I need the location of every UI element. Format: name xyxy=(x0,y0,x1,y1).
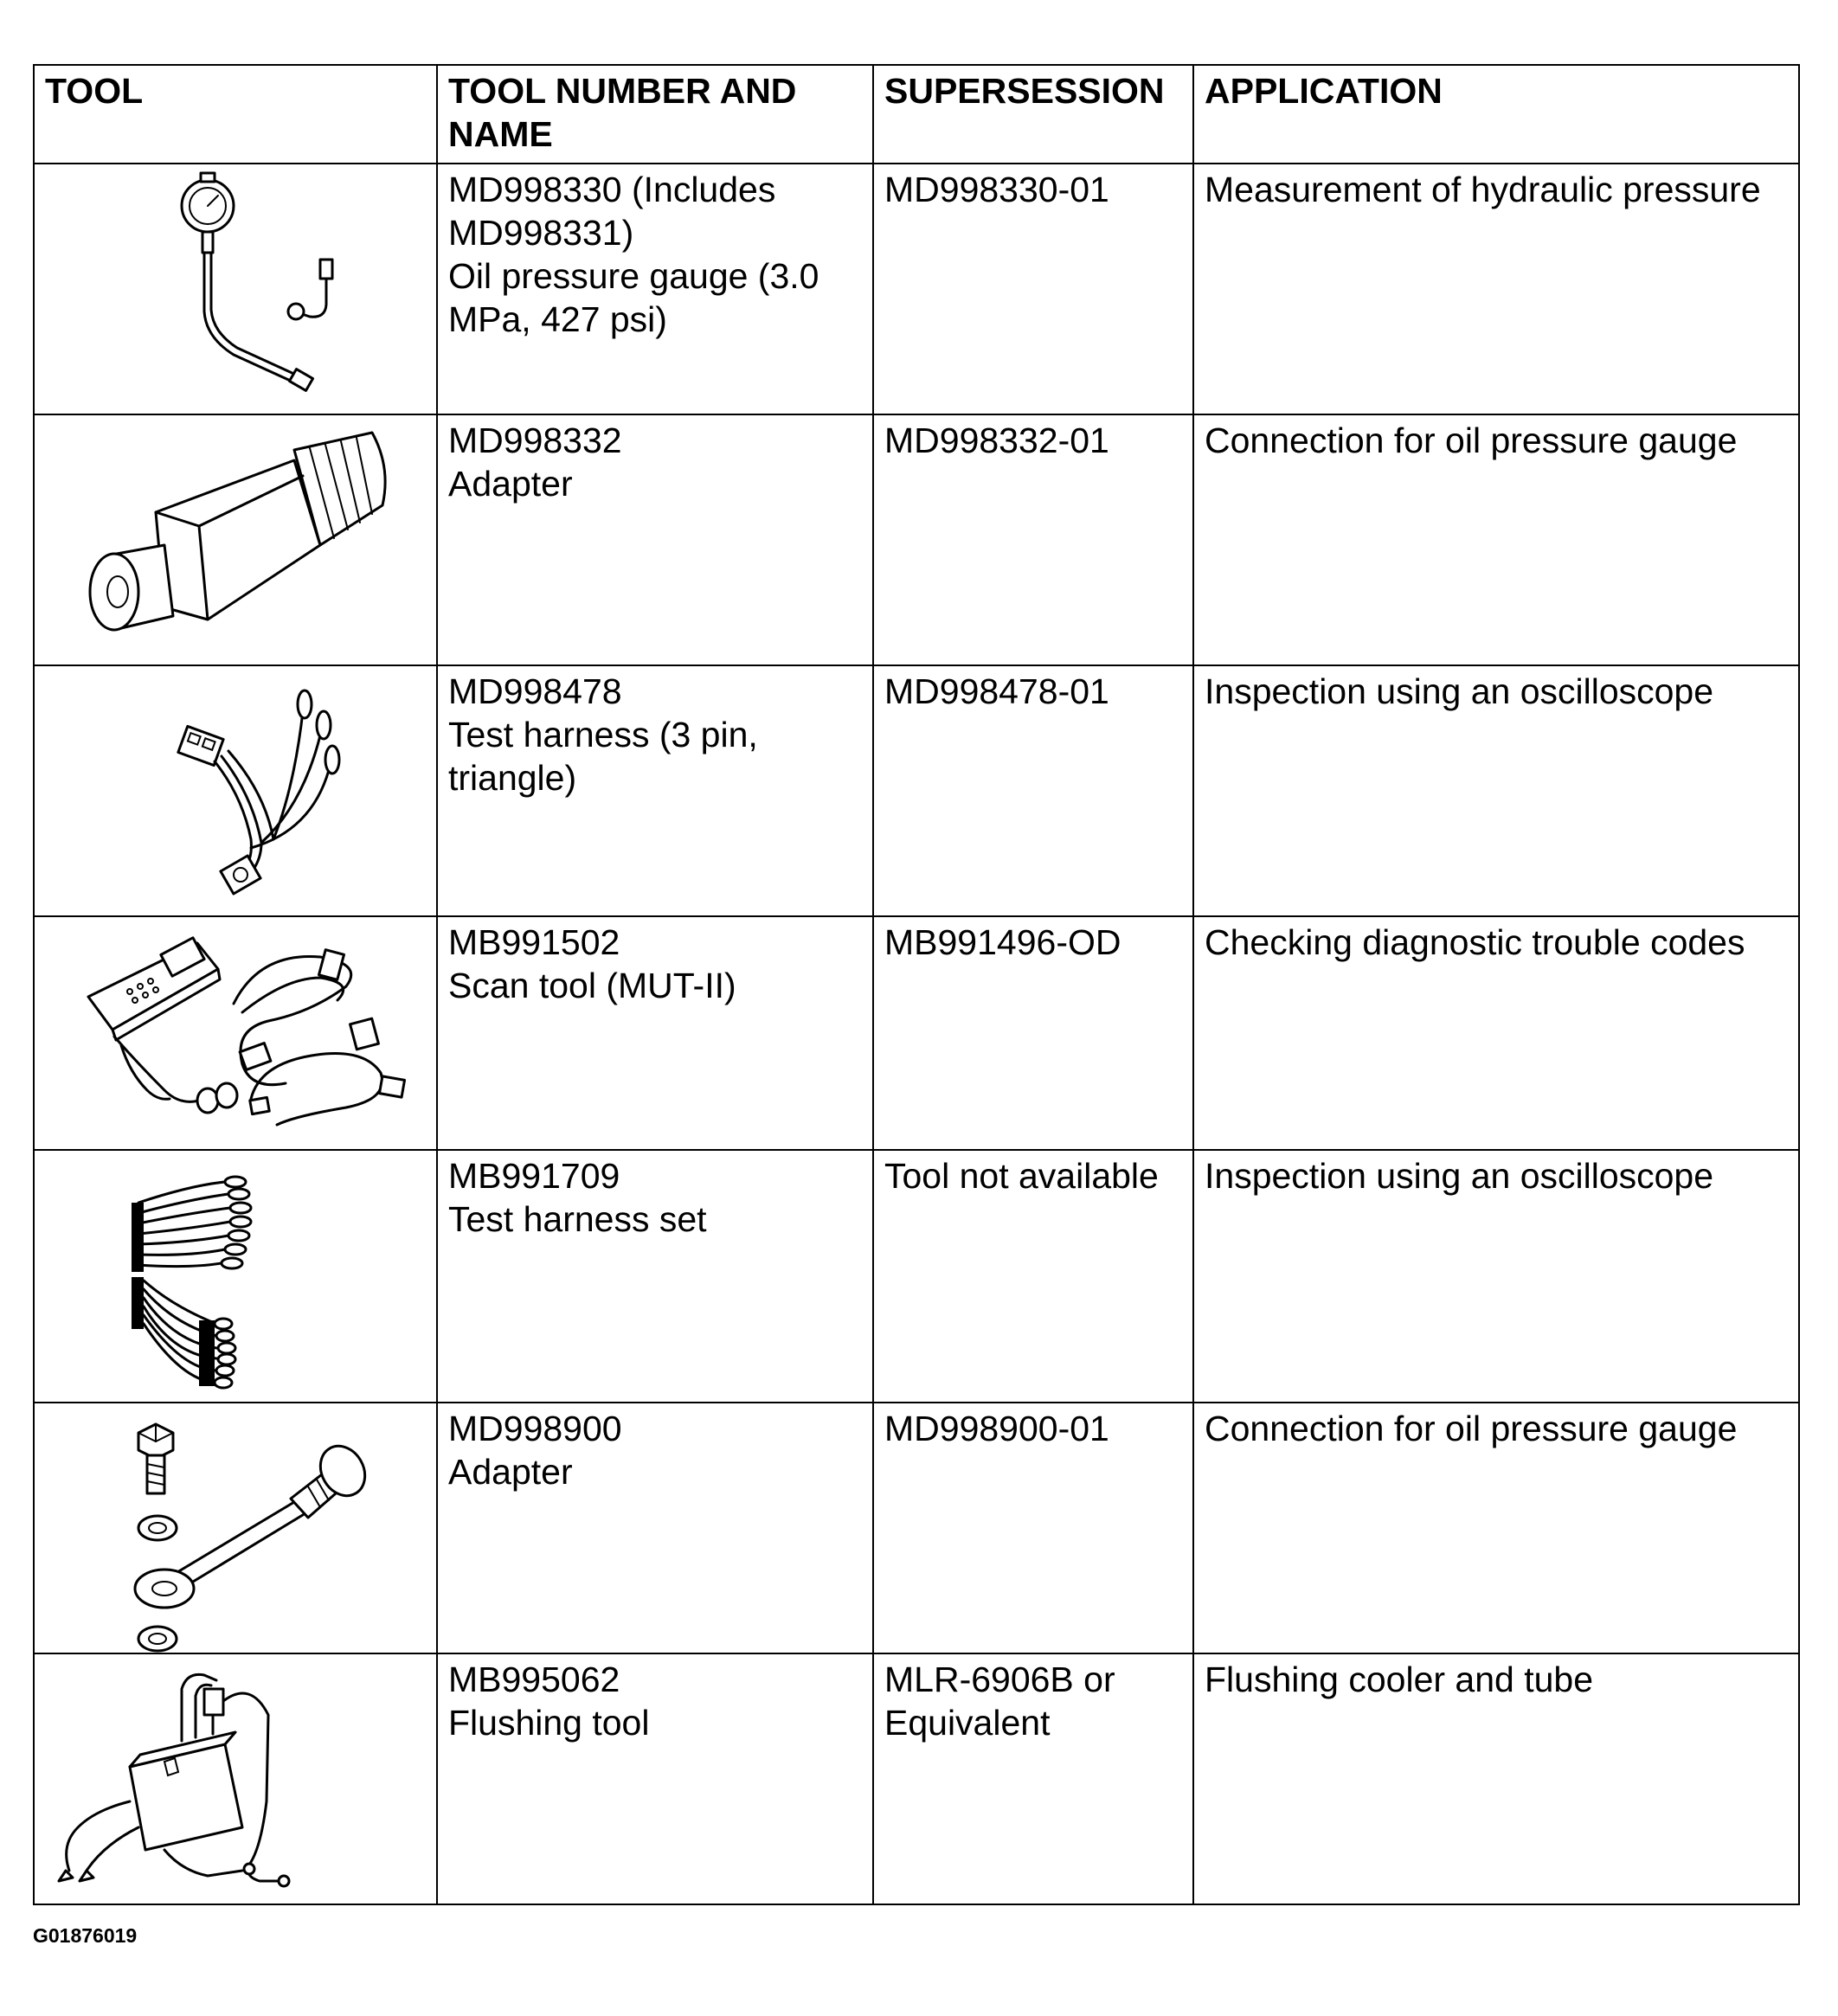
tool-image-cell xyxy=(34,1403,437,1653)
test-harness-illustration xyxy=(35,666,436,915)
table-row xyxy=(34,916,1799,1150)
application-cell: Connection for oil pressure gauge xyxy=(1193,1403,1799,1653)
table-header-row xyxy=(34,65,1799,164)
adapter-bolt-illustration xyxy=(35,1403,436,1653)
header-tool-number-and-name: TOOL NUMBER AND NAME xyxy=(437,65,873,164)
table-row xyxy=(34,1403,1799,1653)
application-cell: Measurement of hydraulic pressure xyxy=(1193,164,1799,414)
test-harness-set-illustration xyxy=(35,1151,436,1402)
table-row xyxy=(34,414,1799,665)
supersession-cell: MD998900-01 xyxy=(873,1403,1193,1653)
tool-number-and-name-cell: MB995062 Flushing tool xyxy=(437,1653,873,1904)
special-tools-table xyxy=(33,64,1800,1905)
tool-image-cell xyxy=(34,916,437,1150)
supersession-cell: MB991496-OD xyxy=(873,916,1193,1150)
supersession-cell: MD998330-01 xyxy=(873,164,1193,414)
tool-number-and-name-cell: MD998332 Adapter xyxy=(437,414,873,665)
tool-image-cell xyxy=(34,164,437,414)
header-tool: TOOL xyxy=(34,65,437,164)
tool-image-cell xyxy=(34,1653,437,1904)
flushing-tool-illustration xyxy=(35,1654,436,1904)
header-application: APPLICATION xyxy=(1193,65,1799,164)
table-row xyxy=(34,1150,1799,1403)
supersession-cell: Tool not available xyxy=(873,1150,1193,1403)
application-cell: Inspection using an oscilloscope xyxy=(1193,665,1799,916)
application-cell: Connection for oil pressure gauge xyxy=(1193,414,1799,665)
table-row xyxy=(34,164,1799,414)
tool-image-cell xyxy=(34,1150,437,1403)
scan-tool-illustration xyxy=(35,917,436,1149)
tool-number-and-name-cell: MD998478 Test harness (3 pin, triangle) xyxy=(437,665,873,916)
supersession-cell: MD998478-01 xyxy=(873,665,1193,916)
tool-number-and-name-cell: MB991709 Test harness set xyxy=(437,1150,873,1403)
supersession-cell: MLR-6906B or Equivalent xyxy=(873,1653,1193,1904)
adapter-illustration xyxy=(35,415,436,665)
figure-id-label: G01876019 xyxy=(33,1924,138,1947)
table-row xyxy=(34,665,1799,916)
application-cell: Flushing cooler and tube xyxy=(1193,1653,1799,1904)
tool-number-and-name-cell: MD998330 (Includes MD998331) Oil pressure gauge (3.0 MPa, 427 psi) xyxy=(437,164,873,414)
supersession-cell: MD998332-01 xyxy=(873,414,1193,665)
tool-image-cell xyxy=(34,665,437,916)
tool-number-and-name-cell: MD998900 Adapter xyxy=(437,1403,873,1653)
tool-number-and-name-cell: MB991502 Scan tool (MUT-II) xyxy=(437,916,873,1150)
header-supersession: SUPERSESSION xyxy=(873,65,1193,164)
application-cell: Inspection using an oscilloscope xyxy=(1193,1150,1799,1403)
oil-pressure-gauge-illustration xyxy=(35,164,436,414)
table-row xyxy=(34,1653,1799,1904)
tool-image-cell xyxy=(34,414,437,665)
application-cell: Checking diagnostic trouble codes xyxy=(1193,916,1799,1150)
